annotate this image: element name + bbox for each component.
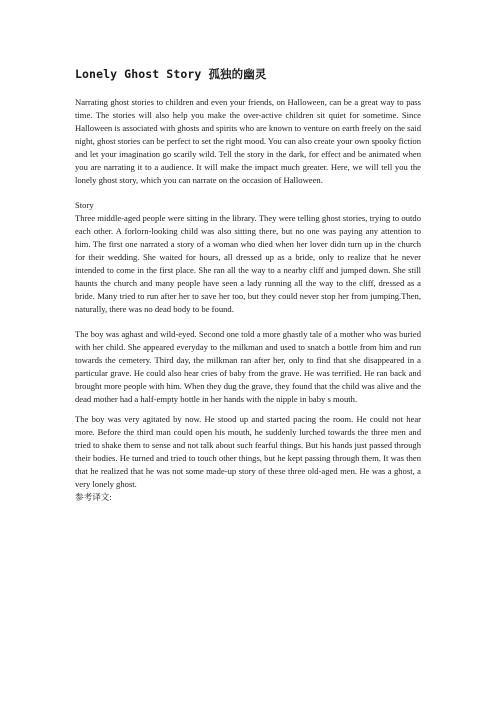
paragraph-spacer — [75, 406, 421, 413]
intro-paragraph: Narrating ghost stories to children and even your friends, on Halloween, can be a great way to pass time. The stories will also help you make the over-active children sit quiet for sometime. Since Halloween is associated with ghosts and spirits who are known to venture on earth freely on the said night, ghost stories can be perfect to set the right mood. You can also create your own spooky fiction and let your imagination go scarily wild. Tell the story in the dark, for effect and be animated when you are narrating it to a audience. It will make the impact much greater. Here, we will tell you the lonely ghost story, which you can narrate on the occasion of Halloween. — [75, 97, 421, 185]
translation-heading: 参考译文: — [75, 492, 112, 502]
document-body — [75, 96, 421, 504]
paragraph-spacer — [75, 316, 421, 328]
document-title: Lonely Ghost Story 孤独的幽灵 — [75, 67, 267, 81]
story-paragraph-1: Three middle-aged people were sitting in the library. They were telling ghost stories, trying to outdo each other. A forlorn-looking child was also sitting there, but no one was paying any attention to him. The first one narrated a story of a woman who died when her lover didn turn up in the church for their wedding. She waited for hours, all dressed up as a bride, only to realize that he never intended to come in the first place. She ran all the way to a nearby cliff and jumped down. She still haunts the church and many people have seen a lady running all the way to the cliff, dressed as a bride. Many tried to run after her to save her too, but they could never stop her from jumping.Then, naturally, there was no dead body to be found. — [75, 213, 421, 314]
document-page — [75, 0, 421, 702]
paragraph-spacer — [75, 187, 421, 199]
story-paragraph-3: The boy was very agitated by now. He stood up and started pacing the room. He could not hear more. Before the third man could open his mouth, he suddenly lurched towards the three men and tried to shake them to sense and not talk about such fearful things. But his hands just passed through their bodies. He turned and tried to touch other things, but he kept passing through them. It was then that he realized that he was not some made-up story of these three old-aged men. He was a ghost, a very lonely ghost. — [75, 414, 421, 489]
story-paragraph-2: The boy was aghast and wild-eyed. Second one told a more ghastly tale of a mother who was buried with her child. She appeared everyday to the milkman and used to snatch a bottle from him and run towards the cemetery. Third day, the milkman ran after her, only to find that she disappeared in a particular grave. He could also hear cries of baby from the grave. He was terrified. He ran back and brought more people with him. When they dug the grave, they found that the child was alive and the dead mother had a half-empty bottle in her hands with the nipple in baby s mouth. — [75, 329, 421, 404]
story-heading: Story — [75, 200, 94, 210]
